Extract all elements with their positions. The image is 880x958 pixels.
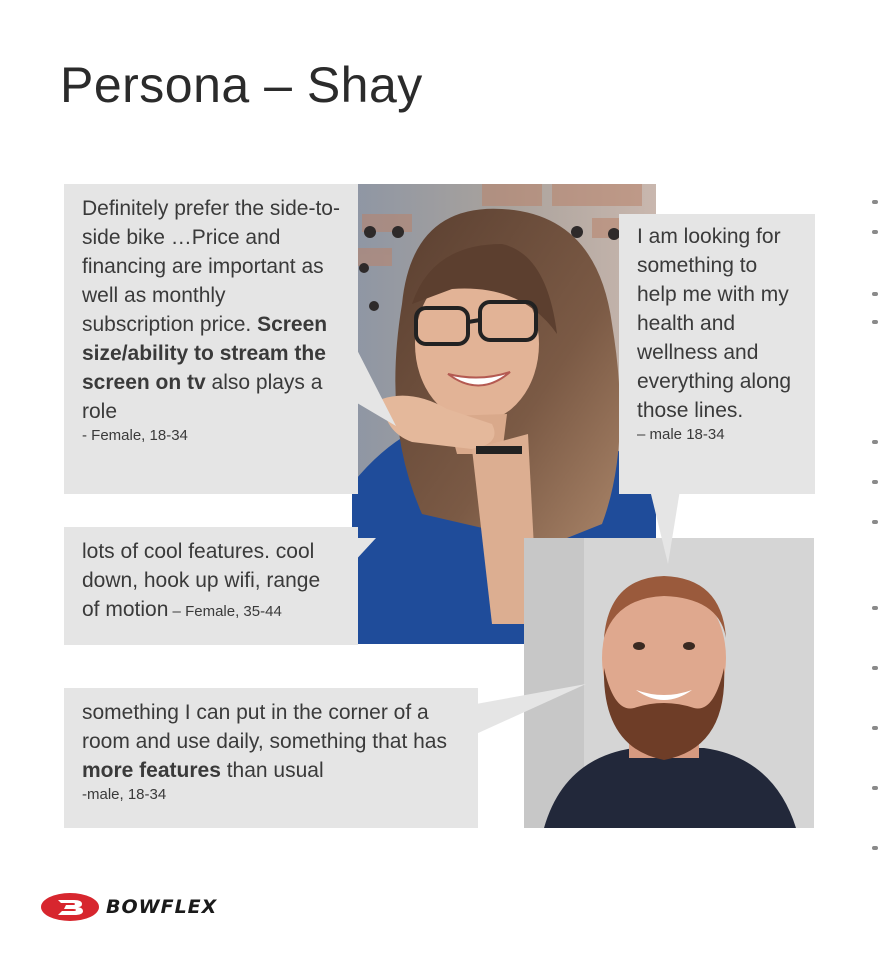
quote-text-3 [82, 537, 340, 624]
slide-title: Persona – Shay [60, 57, 423, 113]
quote-1-text-start: Definitely prefer the side-to-side bike …Price and financing are important as well as monthly subscription price. [82, 197, 340, 336]
bubble-tail-4 [476, 684, 596, 744]
bowflex-logo-icon [40, 892, 100, 922]
quote-text-1 [82, 194, 340, 426]
persona-photo-male [524, 538, 814, 828]
quote-4-attribution: -male, 18-34 [82, 786, 167, 803]
quote-4-text-end: than usual [220, 759, 324, 782]
quote-bubble-4 [64, 688, 478, 828]
quote-1-text-bold: Screen size/ability to stream the screen on tv [82, 313, 328, 394]
quote-bubble-1 [64, 184, 358, 494]
quote-3-attribution: – Female, 35-44 [168, 603, 282, 620]
cropped-text-edge [872, 200, 880, 860]
quote-text-4 [82, 698, 460, 785]
quote-2-attribution: – male 18-34 [637, 426, 725, 443]
quote-text-2: I am looking for something to help me with my health and wellness and everything along those lines. [637, 225, 792, 422]
quote-bubble-3 [64, 527, 358, 645]
bowflex-logo-text: BOWFLEX [106, 896, 218, 918]
quote-4-text-bold: more features [82, 759, 221, 782]
bubble-tail-2 [650, 490, 690, 570]
quote-3-text: lots of cool features. cool down, hook up wifi, range of motion [82, 540, 321, 621]
quote-1-text-end: also plays a role [82, 371, 323, 423]
bowflex-logo [40, 892, 217, 922]
quote-1-attribution: - Female, 18-34 [82, 427, 188, 444]
bubble-tail-1 [352, 340, 412, 430]
quote-4-text-start: something I can put in the corner of a room and use daily, something that has [82, 701, 447, 753]
quote-bubble-2 [619, 214, 815, 494]
